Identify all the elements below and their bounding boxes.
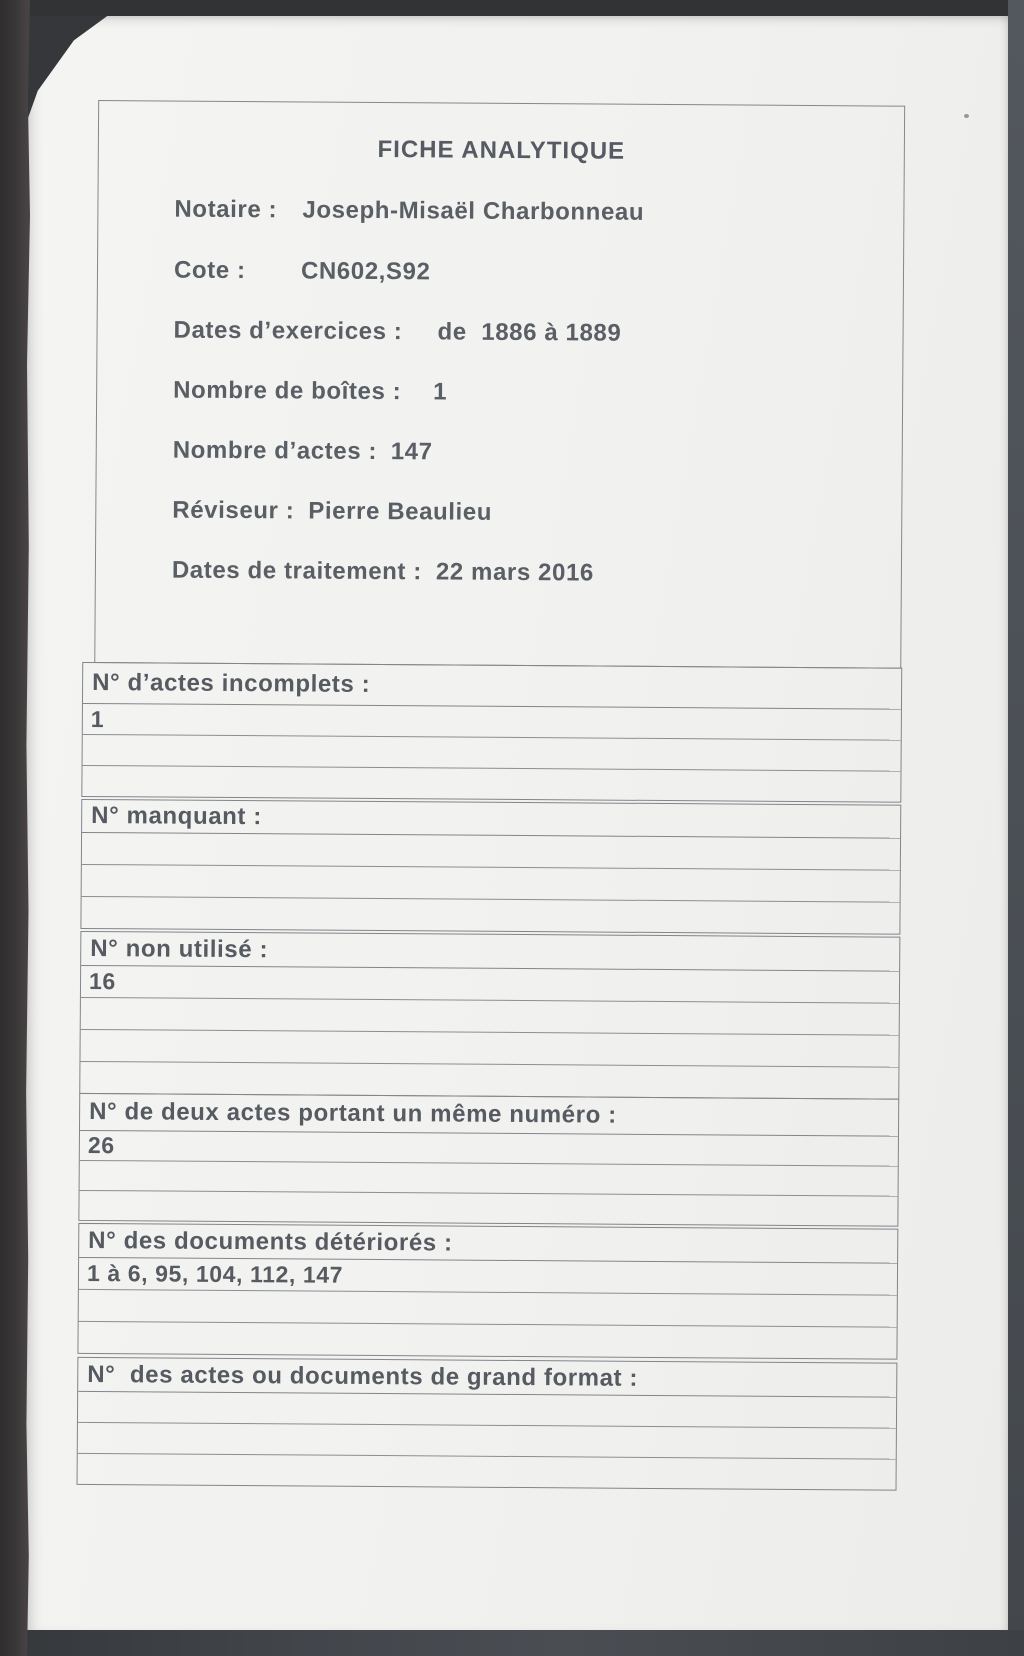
section-grand-format bbox=[77, 1357, 898, 1491]
field-label: Notaire : bbox=[174, 195, 278, 224]
field-value: Pierre Beaulieu bbox=[308, 497, 493, 526]
section-header: N° manquant : bbox=[82, 800, 900, 839]
field-label: Dates d’exercices : bbox=[173, 316, 403, 346]
field-label: Nombre de boîtes : bbox=[173, 376, 402, 406]
field-value: 1 bbox=[433, 378, 448, 406]
section-row bbox=[79, 1191, 897, 1226]
field-value: CN602,S92 bbox=[300, 257, 431, 286]
section-row bbox=[78, 1454, 896, 1490]
section-header: N° des documents détériorés : bbox=[79, 1224, 897, 1264]
section-non-utilise bbox=[79, 931, 900, 1100]
form-header-box bbox=[94, 100, 905, 669]
field-value: 22 mars 2016 bbox=[435, 558, 594, 587]
section-actes-incomplets bbox=[81, 662, 902, 803]
field-label: Cote : bbox=[173, 256, 246, 285]
field-value: 147 bbox=[390, 438, 433, 466]
book-spine-left-edge bbox=[0, 0, 30, 1656]
section-header: N° des actes ou documents de grand format : bbox=[78, 1358, 896, 1398]
section-row bbox=[81, 897, 899, 934]
book-cover-top-edge bbox=[0, 0, 1024, 16]
section-row: 16 bbox=[81, 966, 899, 1004]
section-row: 1 à 6, 95, 104, 112, 147 bbox=[79, 1258, 897, 1296]
section-header: N° de deux actes portant un même numéro : bbox=[80, 1094, 898, 1137]
field-value: Joseph-Misaël Charbonneau bbox=[302, 196, 645, 226]
section-row: 26 bbox=[80, 1131, 898, 1167]
section-header: N° d’actes incomplets : bbox=[83, 663, 901, 710]
field-value: de 1886 à 1889 bbox=[437, 318, 622, 347]
section-deux-actes-meme-numero bbox=[78, 1093, 899, 1227]
field-label: Dates de traitement : bbox=[171, 556, 422, 586]
section-row bbox=[78, 1322, 896, 1359]
field-label: Réviseur : bbox=[172, 496, 295, 525]
book-cover-bottom-edge bbox=[0, 1630, 1024, 1656]
section-row: 1 bbox=[83, 704, 901, 741]
page-title: FICHE ANALYTIQUE bbox=[377, 135, 626, 165]
section-manquant bbox=[80, 799, 901, 935]
book-cover-right-edge bbox=[1008, 0, 1024, 1656]
section-header: N° non utilisé : bbox=[81, 932, 899, 972]
section-documents-deteriores bbox=[77, 1223, 898, 1360]
field-label: Nombre d’actes : bbox=[172, 436, 378, 465]
section-row bbox=[82, 766, 900, 802]
